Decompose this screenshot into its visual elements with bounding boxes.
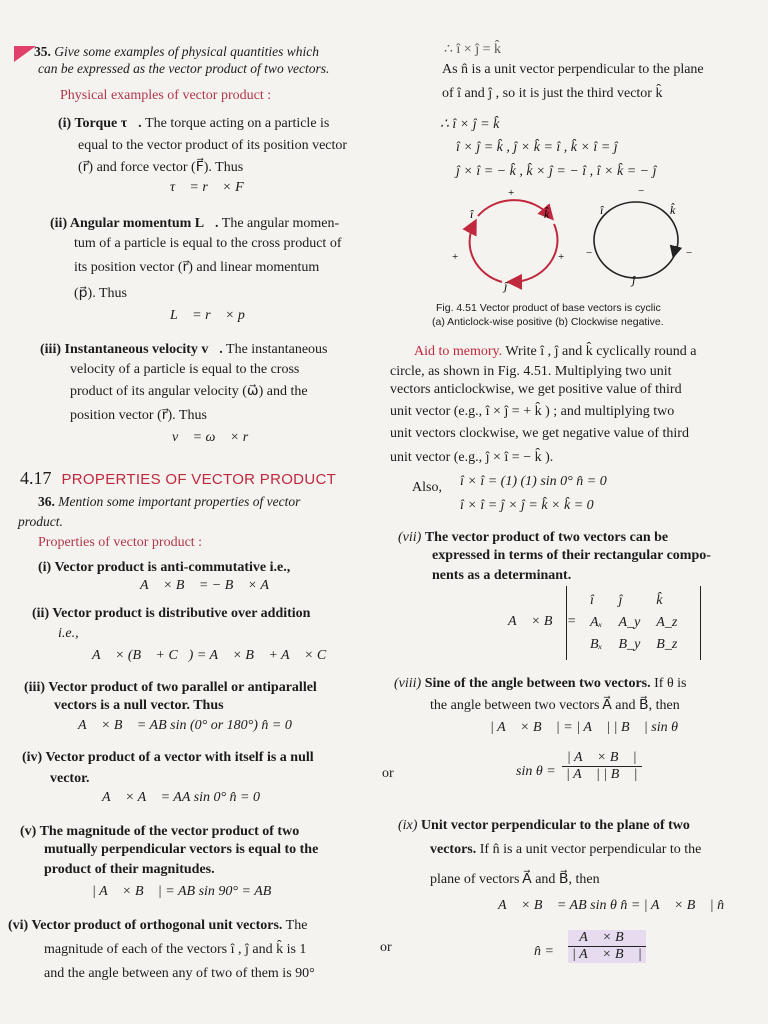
n-fraction-numerator: A⃗ × B⃗ xyxy=(568,930,646,947)
also-equation-2: î × î = ĵ × ĵ = k̂ × k̂ = 0⃗ xyxy=(460,498,605,513)
aid-line5: unit vectors clockwise, we get negative value of third xyxy=(390,426,689,441)
velocity-equation: v⃗ = ω⃗ × r⃗ xyxy=(172,430,260,445)
arc-j-to-i xyxy=(470,224,502,282)
aid-line6: unit vector (e.g., ĵ × î = − k̂ ). xyxy=(390,450,554,465)
section-number: 4.17 xyxy=(20,468,52,488)
right-eq-1: ∴ î × ĵ = k̂ xyxy=(440,117,500,132)
torque-line2: equal to the vector product of its position vector xyxy=(78,138,348,153)
label-k-b: k̂ xyxy=(670,203,676,217)
property-6-the: The xyxy=(285,918,308,933)
property-6-heading: (vi) Vector product of orthogonal unit vectors. xyxy=(8,918,283,933)
property-7-line2: expressed in terms of their rectangular compo- xyxy=(432,548,711,563)
q36-line2: product. xyxy=(18,514,63,529)
property-2-ie: i.e., xyxy=(58,626,79,641)
diagram-b xyxy=(586,185,692,287)
q36-number: 36. xyxy=(38,494,55,509)
aid-line3: vectors anticlockwise, we get positive value of third xyxy=(390,382,682,397)
plus-label-a3: + xyxy=(558,251,565,263)
property-9-line2 xyxy=(430,838,701,861)
label-j-a: ĵ xyxy=(504,279,508,293)
aid-text: Write î , ĵ and k̂ cyclically round a xyxy=(505,344,697,359)
minus-label-b2: − xyxy=(586,247,593,259)
property-7-number: (vii) xyxy=(398,530,422,545)
corner-marker-icon xyxy=(14,46,36,62)
velocity-line4: position vector (r⃗). Thus xyxy=(70,408,207,423)
right-line-1: As n̂ is a unit vector perpendicular to the plane xyxy=(442,62,704,77)
figure-caption-text: Vector product of base vectors is cyclic xyxy=(479,302,661,314)
determinant-matrix xyxy=(566,586,701,660)
angmom-line4: (p⃗). Thus xyxy=(74,286,127,301)
angmom-text: The angular momen- xyxy=(221,216,340,231)
angmom-line2: tum of a particle is equal to the cross product of xyxy=(74,236,342,251)
property-2-equation: A⃗ × (B⃗ + C⃗) = A⃗ × B⃗ + A⃗ × C⃗ xyxy=(92,648,338,663)
property-3-equation: A⃗ × B⃗ = AB sin (0° or 180°) n̂ = 0⃗ xyxy=(78,718,303,733)
physical-examples-heading: Physical examples of vector product : xyxy=(60,88,272,103)
det-cell: î xyxy=(590,593,594,608)
sin-fraction-denominator: | A⃗ | | B⃗ | xyxy=(566,767,638,782)
velocity-line2: velocity of a particle is equal to the cross xyxy=(70,362,300,377)
right-line-2: of î and ĵ , so it is just the third vector k̂ xyxy=(442,86,663,101)
angmom-equation: L⃗ = r⃗ × p⃗ xyxy=(170,308,256,323)
q36-text: Mention some important properties of vector xyxy=(58,494,301,509)
property-9-text: If n̂ is a unit vector perpendicular to the xyxy=(479,842,702,857)
right-eq-2: î × ĵ = k̂ , ĵ × k̂ = î , k̂ × î = ĵ xyxy=(456,140,618,155)
cyclic-diagram xyxy=(440,184,740,296)
property-9-vectors: vectors. xyxy=(430,842,477,857)
angmom-line3: its position vector (r⃗) and linear momentum xyxy=(74,260,320,275)
properties-heading: Properties of vector product : xyxy=(38,535,203,550)
label-k-a: k̂ xyxy=(544,207,550,221)
property-8-equation: | A⃗ × B⃗ | = | A⃗ | | B⃗ | sin θ xyxy=(490,720,678,735)
minus-label-b1: − xyxy=(638,185,645,197)
property-5-line2: mutually perpendicular vectors is equal to the xyxy=(44,842,319,857)
torque-line3: (r⃗) and force vector (F⃗). Thus xyxy=(78,160,244,175)
angmom-heading: (ii) Angular momentum L⃗. xyxy=(50,216,219,231)
det-cell: B_y xyxy=(618,637,641,652)
aid-line4: unit vector (e.g., î × ĵ = + k̂ ) ; and multiplying two xyxy=(390,404,675,419)
or-label-2: or xyxy=(380,940,392,955)
velocity-heading: (iii) Instantaneous velocity v⃗. xyxy=(40,342,223,357)
property-8-line2: the angle between two vectors A⃗ and B⃗, then xyxy=(430,698,680,713)
figure-caption-line1 xyxy=(436,302,661,314)
torque-equation: τ⃗ = r⃗ × F⃗ xyxy=(170,180,255,195)
sin-theta-label: sin θ = xyxy=(516,764,556,779)
plus-label-a2: + xyxy=(452,251,459,263)
sin-theta-fraction xyxy=(562,750,642,783)
figure-number: Fig. 4.51 xyxy=(436,302,477,314)
cutoff-top-line: ∴ î × ĵ = k̂ xyxy=(444,42,501,57)
label-i-a: î xyxy=(470,207,474,221)
q35-number: 35. xyxy=(34,44,51,59)
property-7-line3: nents as a determinant. xyxy=(432,568,572,583)
property-9-equation: A⃗ × B⃗ = AB sin θ n̂ = | A⃗ × B⃗ | n̂ xyxy=(498,898,725,913)
section-heading xyxy=(20,468,336,489)
property-5-equation: | A⃗ × B⃗ | = AB sin 90° = AB xyxy=(92,884,272,899)
also-label: Also, xyxy=(412,480,442,495)
property-7-text: The vector product of two vectors can be xyxy=(424,530,669,545)
det-row-3 xyxy=(589,636,678,654)
q35-line2: can be expressed as the vector product of two vectors. xyxy=(38,61,330,76)
q35-line1 xyxy=(34,44,319,60)
det-cell: A_z xyxy=(656,615,678,630)
figure-caption-line2: (a) Anticlock-wise positive (b) Clockwise negative. xyxy=(432,316,664,328)
property-9-number: (ix) xyxy=(398,818,418,833)
det-cell: Aₓ xyxy=(590,615,603,630)
also-equation-1: î × î = (1) (1) sin 0° n̂ = 0⃗ xyxy=(460,474,618,489)
velocity-line3: product of its angular velocity (ω⃗) and the xyxy=(70,384,308,399)
property-6-line2: magnitude of each of the vectors î , ĵ and k̂ is 1 xyxy=(44,942,307,957)
aid-line2: circle, as shown in Fig. 4.51. Multiplying two unit xyxy=(390,364,672,379)
arc-k-to-j xyxy=(512,224,557,282)
property-3-line1: (iii) Vector product of two parallel or antiparallel xyxy=(24,680,317,695)
diagram-a xyxy=(452,187,564,293)
property-8-number: (viii) xyxy=(394,676,422,691)
n-hat-fraction xyxy=(568,930,646,976)
circle-b xyxy=(594,202,678,278)
property-4-line2: vector. xyxy=(50,771,90,786)
property-9-line1 xyxy=(398,814,690,837)
property-2: (ii) Vector product is distributive over addition xyxy=(32,606,311,621)
property-9-heading: Unit vector perpendicular to the plane of two xyxy=(420,818,690,833)
right-eq-3: ĵ × î = − k̂ , k̂ × ĵ = − î , î × k̂ = − ĵ xyxy=(456,164,657,179)
property-8-line1 xyxy=(394,672,687,695)
minus-label-b3: − xyxy=(686,247,693,259)
det-cell: ĵ xyxy=(618,593,623,608)
velocity-text: The instantaneous xyxy=(226,342,328,357)
property-9-line3: plane of vectors A⃗ and B⃗, then xyxy=(430,872,600,887)
property-1-equation: A⃗ × B⃗ = − B⃗ × A⃗ xyxy=(140,578,280,593)
plus-label-a1: + xyxy=(508,187,515,199)
det-cell: B_z xyxy=(656,637,678,652)
property-8-theta: If θ is xyxy=(654,676,687,691)
n-fraction-denominator: | A⃗ × B⃗ | xyxy=(568,947,646,963)
property-4-line1: (iv) Vector product of a vector with itself is a null xyxy=(22,750,314,765)
property-1: (i) Vector product is anti-commutative i.e., xyxy=(38,560,291,575)
property-3-line2: vectors is a null vector. Thus xyxy=(54,698,224,713)
q36-line1 xyxy=(38,494,300,510)
aid-heading: Aid to memory. xyxy=(414,344,503,359)
torque-heading: (i) Torque τ⃗. xyxy=(58,116,142,131)
det-row-1 xyxy=(589,592,678,610)
property-5-line1: (v) The magnitude of the vector product of two xyxy=(20,824,300,839)
property-4-equation: A⃗ × A⃗ = AA sin 0° n̂ = 0⃗ xyxy=(102,790,271,805)
det-cell: k̂ xyxy=(656,593,663,608)
property-6-line3: and the angle between any of two of them is 90° xyxy=(44,966,315,981)
or-label-1: or xyxy=(382,766,394,781)
sin-fraction-numerator: | A⃗ × B⃗ | xyxy=(562,750,642,767)
n-hat-label: n̂ = xyxy=(534,944,554,959)
label-j-b: ĵ xyxy=(632,273,636,287)
det-cell: A_y xyxy=(618,615,641,630)
torque-text: The torque acting on a particle is xyxy=(145,116,330,131)
torque-line1 xyxy=(58,112,329,135)
q35-text: Give some examples of physical quantities which xyxy=(54,44,319,59)
property-6-line1 xyxy=(8,914,307,937)
property-8-heading: Sine of the angle between two vectors. xyxy=(424,676,651,691)
section-title: PROPERTIES OF VECTOR PRODUCT xyxy=(61,471,337,488)
det-cell: Bₓ xyxy=(590,637,603,652)
det-row-2 xyxy=(589,614,678,632)
arc-i-to-k xyxy=(478,200,550,216)
determinant-lhs: A⃗ × B⃗ = xyxy=(508,614,577,629)
property-5-line3: product of their magnitudes. xyxy=(44,862,215,877)
label-i-b: î xyxy=(600,203,604,217)
